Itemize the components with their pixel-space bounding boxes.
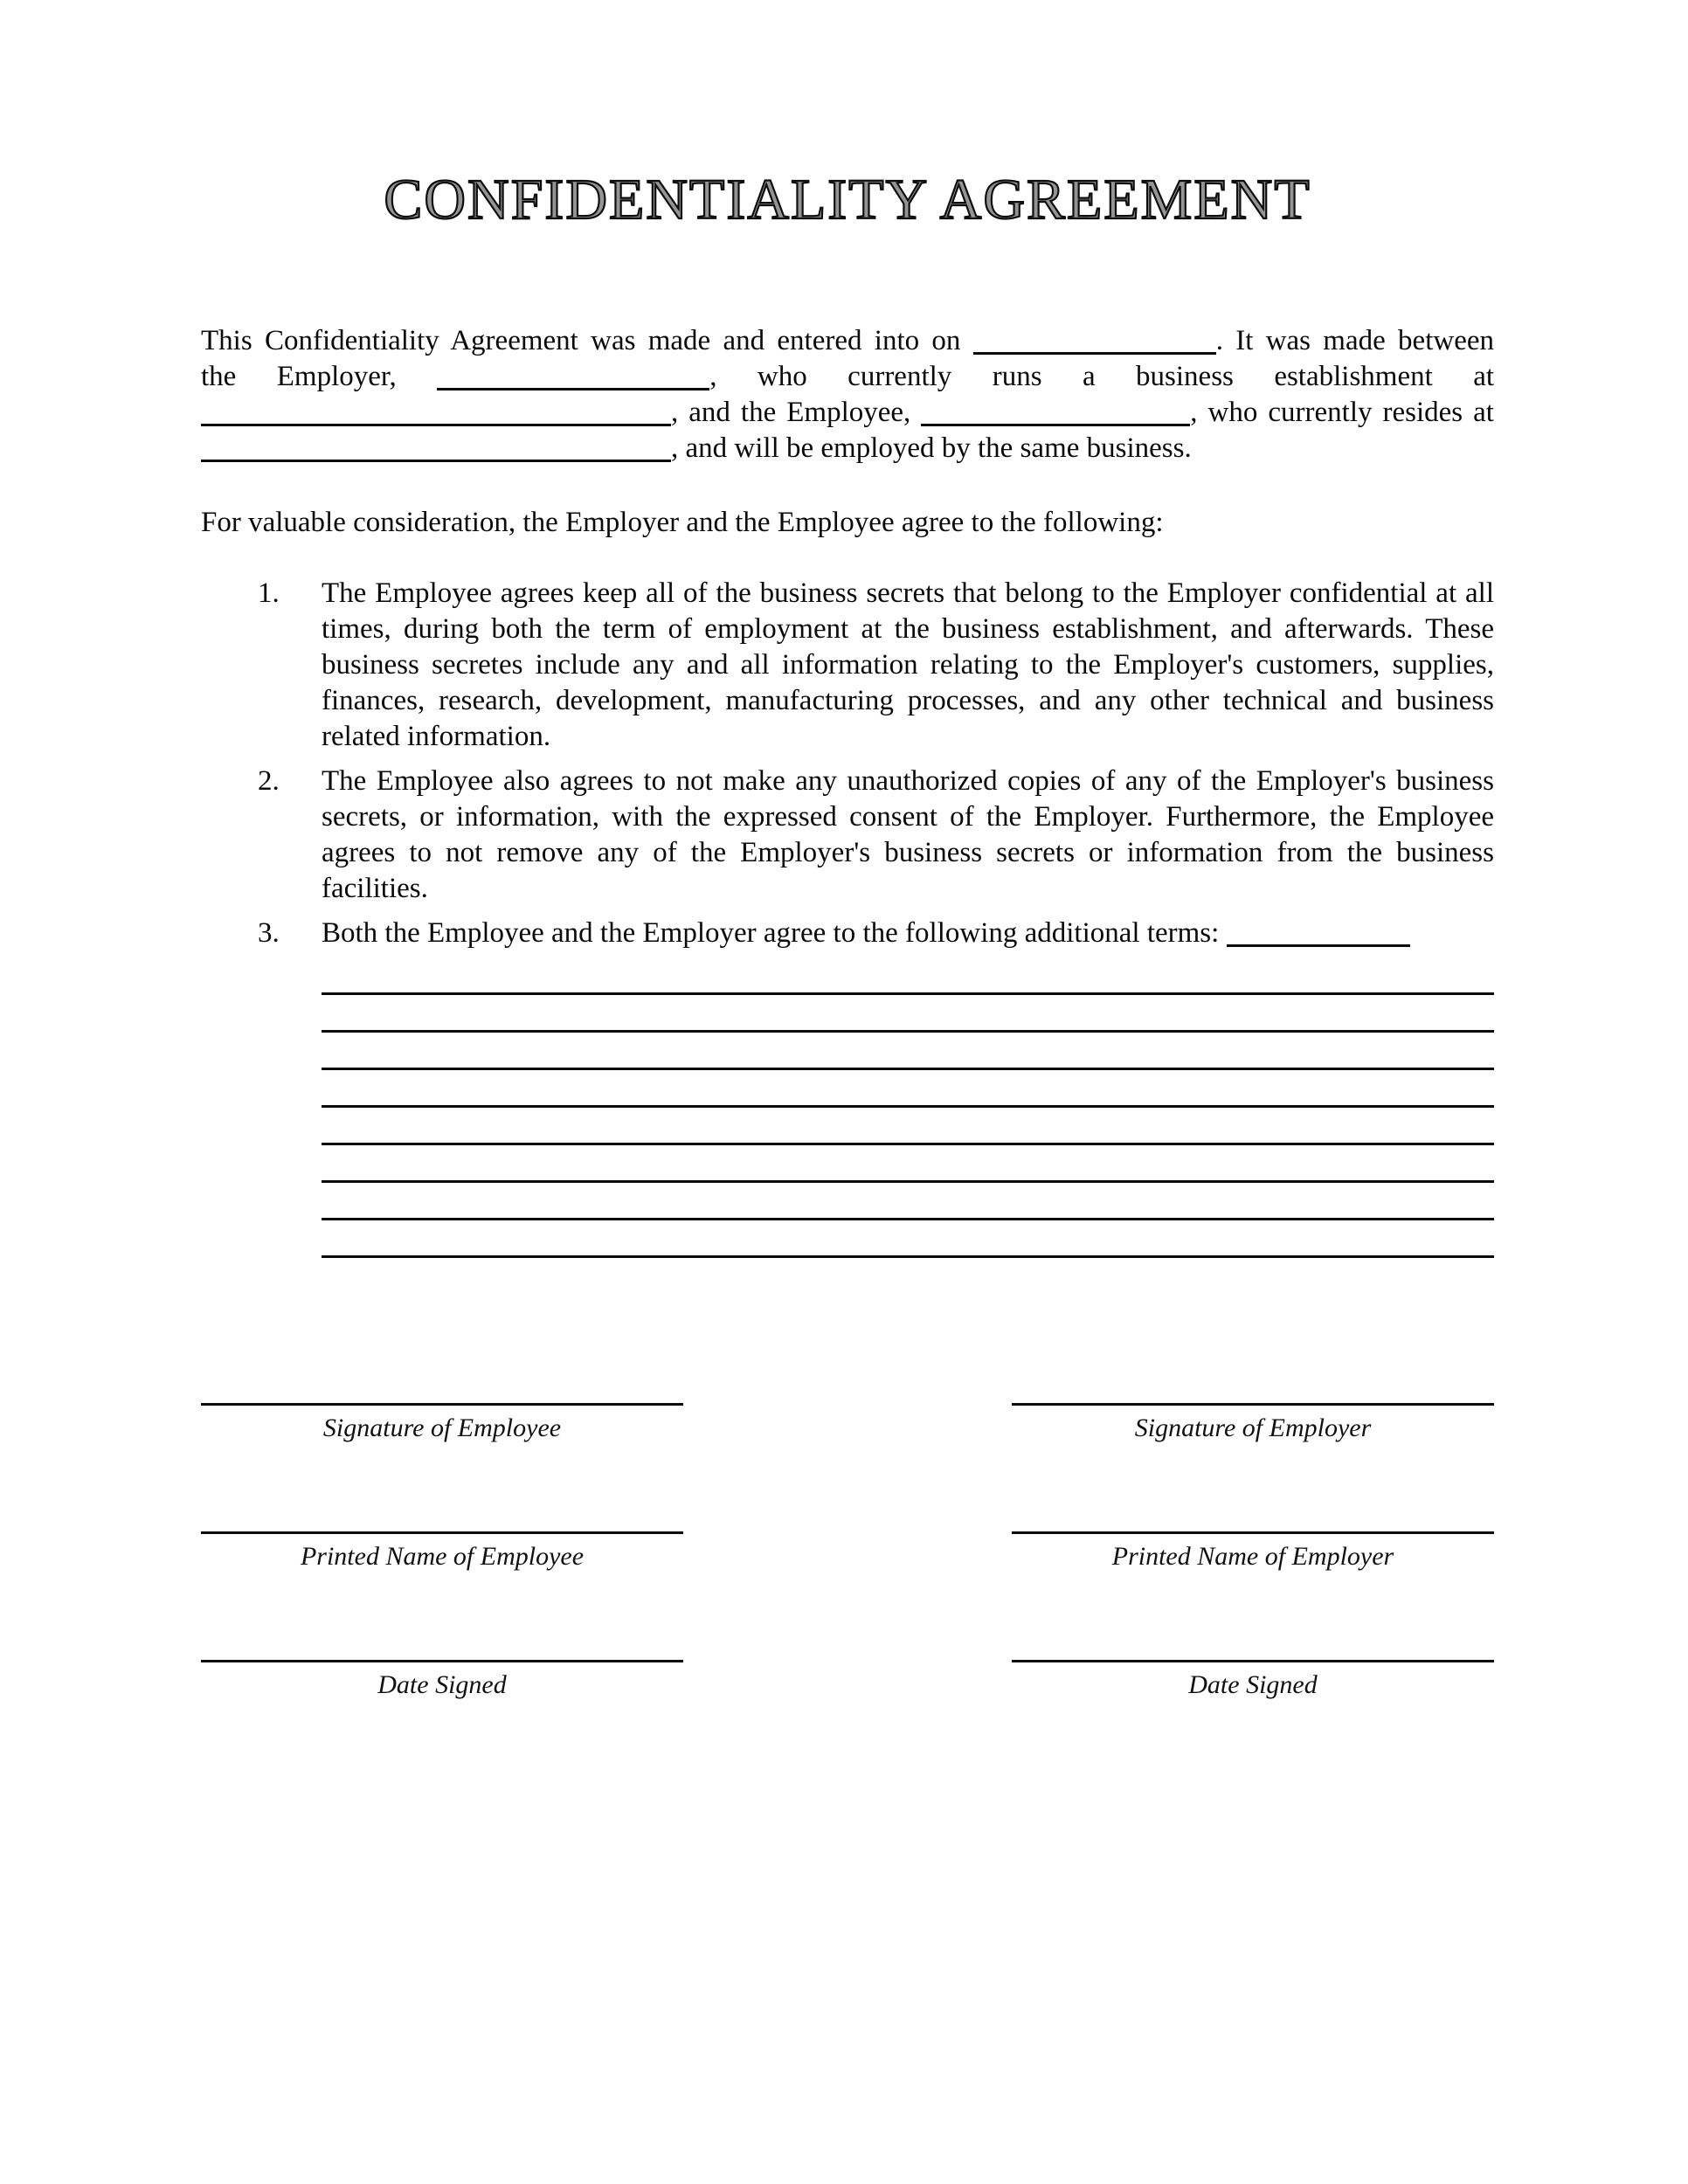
item-1-text: The Employee agrees keep all of the business secrets that belong to the Employer confidential at all times, during both the term of employment at the business establishment, and afterwards. These business secretes include any and all information relating to the Employer's customers, supplies, finances, research, development, manufacturing processes, and any other technical and business related information. <box>322 577 1494 752</box>
item-2-text: The Employee also agrees to not make any unauthorized copies of any of the Employer's business secrets, or information, with the expressed consent of the Employer. Furthermore, the Employee agrees to not remove any of the Employer's business secrets or information from the business facilities. <box>322 765 1494 904</box>
item-3-body <box>322 916 1494 951</box>
blank-rule-line <box>322 1145 1494 1183</box>
intro-paragraph <box>201 323 1494 467</box>
employer-date-signed-block <box>1012 1660 1494 1701</box>
employer-name-blank <box>437 381 709 390</box>
blank-rule-line <box>322 1108 1494 1145</box>
date-signed-row <box>201 1660 1494 1701</box>
residence-address-blank <box>201 453 671 462</box>
intro-line-3-mid: , and the Employee, <box>671 397 911 428</box>
printed-name-of-employee-label: Printed Name of Employee <box>300 1542 585 1571</box>
item-3-text: Both the Employee and the Employer agree to the following additional terms: <box>322 917 1220 949</box>
employee-printed-name-line <box>201 1531 683 1534</box>
employee-date-signed-block <box>201 1660 683 1701</box>
business-address-blank <box>201 417 671 426</box>
agreement-list <box>201 576 1494 951</box>
signature-row <box>201 1403 1494 1444</box>
blank-rule-line <box>322 957 1494 995</box>
additional-terms-blank <box>1227 937 1410 947</box>
blank-rule-line <box>322 1220 1494 1258</box>
intro-line-3 <box>201 395 1494 431</box>
employer-printed-name-block <box>1012 1531 1494 1572</box>
employer-date-signed-label: Date Signed <box>1188 1670 1318 1699</box>
document-title: CONFIDENTIALITY AGREEMENT <box>384 168 1311 232</box>
intro-line-2 <box>201 359 1494 395</box>
signature-of-employer-label: Signature of Employer <box>1134 1413 1372 1442</box>
blank-rule-line <box>322 995 1494 1033</box>
employee-printed-name-block <box>201 1531 683 1572</box>
intro-line-1-post: . It was made between <box>1215 325 1494 356</box>
item-2-number: 2. <box>258 765 280 797</box>
intro-line-2-post: , who currently runs a business establishment at <box>709 361 1494 392</box>
intro-line-4-post: , and will be employed by the same business. <box>671 432 1192 464</box>
blank-rule-line <box>322 1183 1494 1220</box>
employee-signature-block <box>201 1403 683 1444</box>
item-3-number: 3. <box>258 917 280 949</box>
employee-name-blank <box>921 417 1190 426</box>
consideration-line: For valuable consideration, the Employer and the Employee agree to the following: <box>201 507 1164 538</box>
blank-rule-line <box>322 1033 1494 1070</box>
employee-date-signed-label: Date Signed <box>377 1670 507 1699</box>
blank-rule-line <box>322 1070 1494 1108</box>
list-item-3 <box>201 916 1494 951</box>
intro-line-4 <box>201 431 1494 467</box>
list-item-2 <box>201 764 1494 907</box>
item-1-number: 1. <box>258 577 280 609</box>
employer-signature-line <box>1012 1403 1494 1406</box>
list-item-1 <box>201 576 1494 755</box>
intro-line-1 <box>201 323 1494 359</box>
employer-date-signed-line <box>1012 1660 1494 1662</box>
employee-date-signed-line <box>201 1660 683 1662</box>
signature-section <box>201 1403 1494 1701</box>
intro-line-3-post: , who currently resides at <box>1190 397 1494 428</box>
employer-signature-block <box>1012 1403 1494 1444</box>
intro-line-2-pre: the Employer, <box>201 361 397 392</box>
additional-terms-lines <box>201 957 1494 1258</box>
signature-of-employee-label: Signature of Employee <box>322 1413 562 1442</box>
printed-name-of-employer-label: Printed Name of Employer <box>1111 1542 1394 1571</box>
employer-printed-name-line <box>1012 1531 1494 1534</box>
date-blank <box>973 345 1216 355</box>
employee-signature-line <box>201 1403 683 1406</box>
intro-line-1-pre: This Confidentiality Agreement was made and entered into on <box>201 325 961 356</box>
printed-name-row <box>201 1531 1494 1572</box>
